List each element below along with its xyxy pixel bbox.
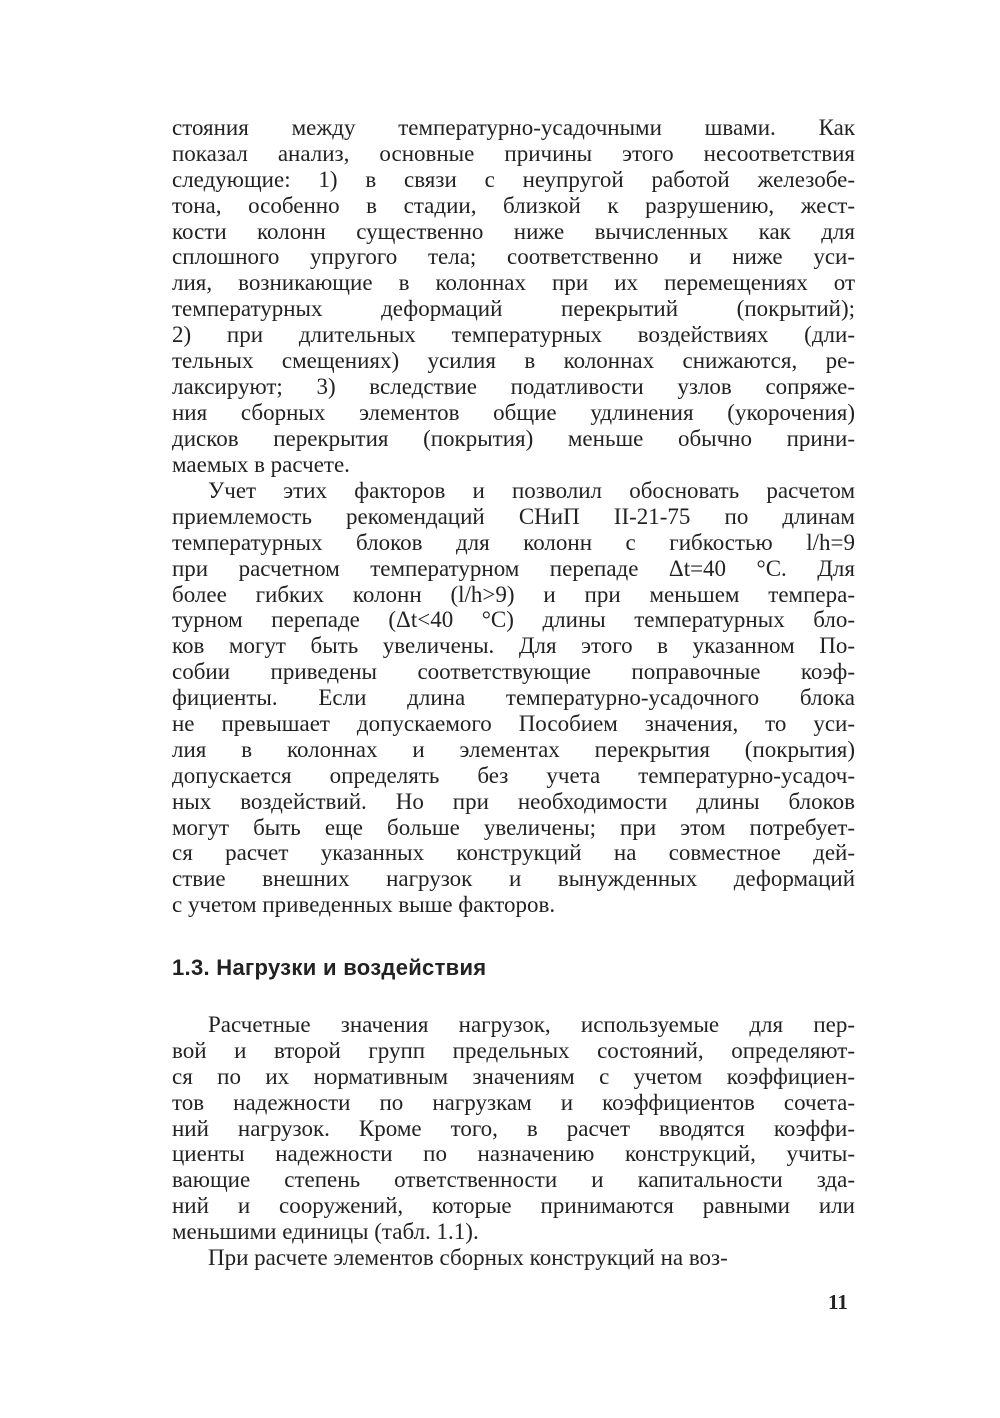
paragraph-loads [172,1012,855,1271]
text-line: более гибких колонн (l/h>9) и при меньшем темпера- [172,581,855,607]
text-line: 2) при длительных температурных воздействиях (дли- [172,322,855,348]
text-line: стояния между температурно-усадочными швами. Как [172,115,855,140]
text-line: сплошного упругого тела; соответственно и ниже уси- [172,244,855,270]
text-line: ния сборных элементов общие удлинения (укорочения) [172,399,855,425]
page-number: 11 [828,1290,848,1314]
paragraph-factors [172,478,855,918]
text-line: ний нагрузок. Кроме того, в расчет вводятся коэффи- [172,1115,855,1141]
text-line: кости колонн существенно ниже вычисленных как для [172,218,855,244]
text-line: ний и сооружений, которые принимаются равными или [172,1193,855,1219]
text-line: турном перепаде (Δt<40 °С) длины температурных бло- [172,607,855,633]
text-line: меньшими единицы (табл. 1.1). [172,1219,479,1245]
text-line: лия в колоннах и элементах перекрытия (покрытия) [172,736,855,762]
text-line: при расчетном температурном перепаде Δt=40 °С. Для [172,555,855,581]
text-line: температурных блоков для колонн с гибкостью l/h=9 [172,529,855,555]
text-line: тельных смещениях) усилия в колоннах снижаются, ре- [172,348,855,374]
text-line: не превышает допускаемого Пособием значения, то уси- [172,711,855,737]
text-line: ных воздействий. Но при необходимости длины блоков [172,788,855,814]
text-line: Расчетные значения нагрузок, используемые для пер- [208,1012,855,1037]
paragraph-continuation [172,115,855,477]
text-line: следующие: 1) в связи с неупругой работой железобе- [172,166,855,192]
text-line: Учет этих факторов и позволил обосновать расчетом [208,478,855,503]
text-line: показал анализ, основные причины этого несоответствия [172,140,855,166]
text-line: маемых в расчете. [172,451,350,477]
text-line: тона, особенно в стадии, близкой к разрушению, жест- [172,192,855,218]
text-line: допускается определять без учета температурно-усадоч- [172,762,855,788]
text-line: собии приведены соответствующие поправочные коэф- [172,659,855,685]
text-line: ся расчет указанных конструкций на совместное дей- [172,840,855,866]
text-line: вающие степень ответственности и капитальности зда- [172,1167,855,1193]
section-heading: 1.3. Нагрузки и воздействия [172,955,487,980]
text-line: ся по их нормативным значениям с учетом коэффициен- [172,1063,855,1089]
text-line: лия, возникающие в колоннах при их перемещениях от [172,270,855,296]
text-line: тов надежности по нагрузкам и коэффициентов сочета- [172,1089,855,1115]
text-line: с учетом приведенных выше факторов. [172,892,556,918]
text-line: фициенты. Если длина температурно-усадочного блока [172,685,855,711]
text-line: дисков перекрытия (покрытия) меньше обычно прини- [172,425,855,451]
text-line: циенты надежности по назначению конструкций, учиты- [172,1141,855,1167]
text-line: вой и второй групп предельных состояний, определяют- [172,1037,855,1063]
text-line: температурных деформаций перекрытий (покрытий); [172,296,855,322]
text-line: При расчете элементов сборных конструкций на воз- [208,1245,728,1271]
text-line: приемлемость рекомендаций СНиП II-21-75 по длинам [172,503,855,529]
text-line: могут быть еще больше увеличены; при этом потребует- [172,814,855,840]
text-line: ствие внешних нагрузок и вынужденных деформаций [172,866,855,892]
text-line: лаксируют; 3) вследствие податливости узлов сопряже- [172,373,855,399]
text-line: ков могут быть увеличены. Для этого в указанном По- [172,633,855,659]
